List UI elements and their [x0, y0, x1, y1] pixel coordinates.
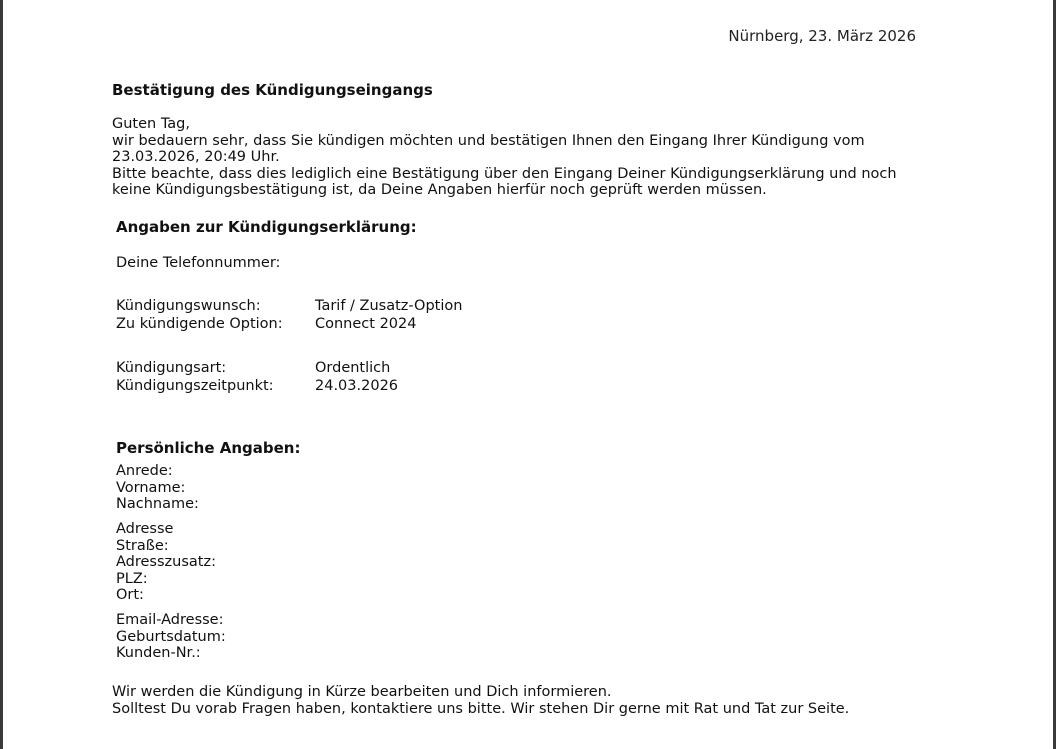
row-label: Zu kündigende Option: — [116, 316, 283, 332]
contact-block — [116, 612, 226, 662]
letter-date: Nürnberg, 23. März 2026 — [728, 27, 916, 45]
row-value: Tarif / Zusatz-Option — [315, 298, 463, 314]
field-label: Anrede: — [116, 463, 173, 479]
intro-line: Guten Tag, — [112, 116, 190, 132]
intro-line: Bitte beachte, dass dies lediglich eine Bestätigung über den Eingang Deiner Kündigungserklärung und noch — [112, 165, 897, 182]
declaration-row — [116, 377, 398, 395]
field-label: PLZ: — [116, 570, 148, 587]
field-label: Adresse — [116, 521, 174, 537]
declaration-row — [116, 297, 462, 315]
row-value: Connect 2024 — [315, 316, 417, 332]
field-label: Email-Adresse: — [116, 612, 224, 628]
address-block — [116, 521, 216, 604]
field-label: Kunden-Nr.: — [116, 645, 201, 661]
intro-line: 23.03.2026, 20:49 Uhr. — [112, 149, 280, 165]
row-label: Kündigungsart: — [116, 360, 227, 376]
declaration-row — [116, 315, 416, 333]
intro-paragraph — [112, 116, 932, 199]
closing-line: Solltest Du vorab Fragen haben, kontaktiere uns bitte. Wir stehen Dir gerne mit Rat und Tat zur Seite. — [112, 700, 850, 717]
personal-title: Persönliche Angaben: — [116, 439, 301, 457]
letter-subject: Bestätigung des Kündigungseingangs — [112, 81, 433, 99]
declaration-title: Angaben zur Kündigungserklärung: — [116, 218, 417, 236]
field-label: Straße: — [116, 537, 169, 554]
field-label: Geburtsdatum: — [116, 628, 226, 645]
intro-line: wir bedauern sehr, dass Sie kündigen möchten und bestätigen Ihnen den Eingang Ihrer Kündigung vom — [112, 132, 865, 149]
closing-line: Wir werden die Kündigung in Kürze bearbeiten und Dich informieren. — [112, 684, 612, 700]
row-label: Kündigungswunsch: — [116, 298, 261, 314]
intro-line: keine Kündigungsbestätigung ist, da Deine Angaben hierfür noch geprüft werden müssen. — [112, 182, 767, 198]
declaration-row — [116, 359, 390, 377]
closing-paragraph — [112, 684, 849, 717]
name-block — [116, 463, 199, 513]
field-label: Vorname: — [116, 479, 186, 496]
phone-label: Deine Telefonnummer: — [116, 255, 281, 271]
document-page — [3, 0, 1053, 749]
row-label: Kündigungszeitpunkt: — [116, 378, 274, 394]
field-label: Nachname: — [116, 496, 199, 512]
field-label: Ort: — [116, 587, 144, 603]
field-label: Adresszusatz: — [116, 554, 216, 570]
row-value: Ordentlich — [315, 360, 391, 376]
row-value: 24.03.2026 — [315, 378, 399, 394]
